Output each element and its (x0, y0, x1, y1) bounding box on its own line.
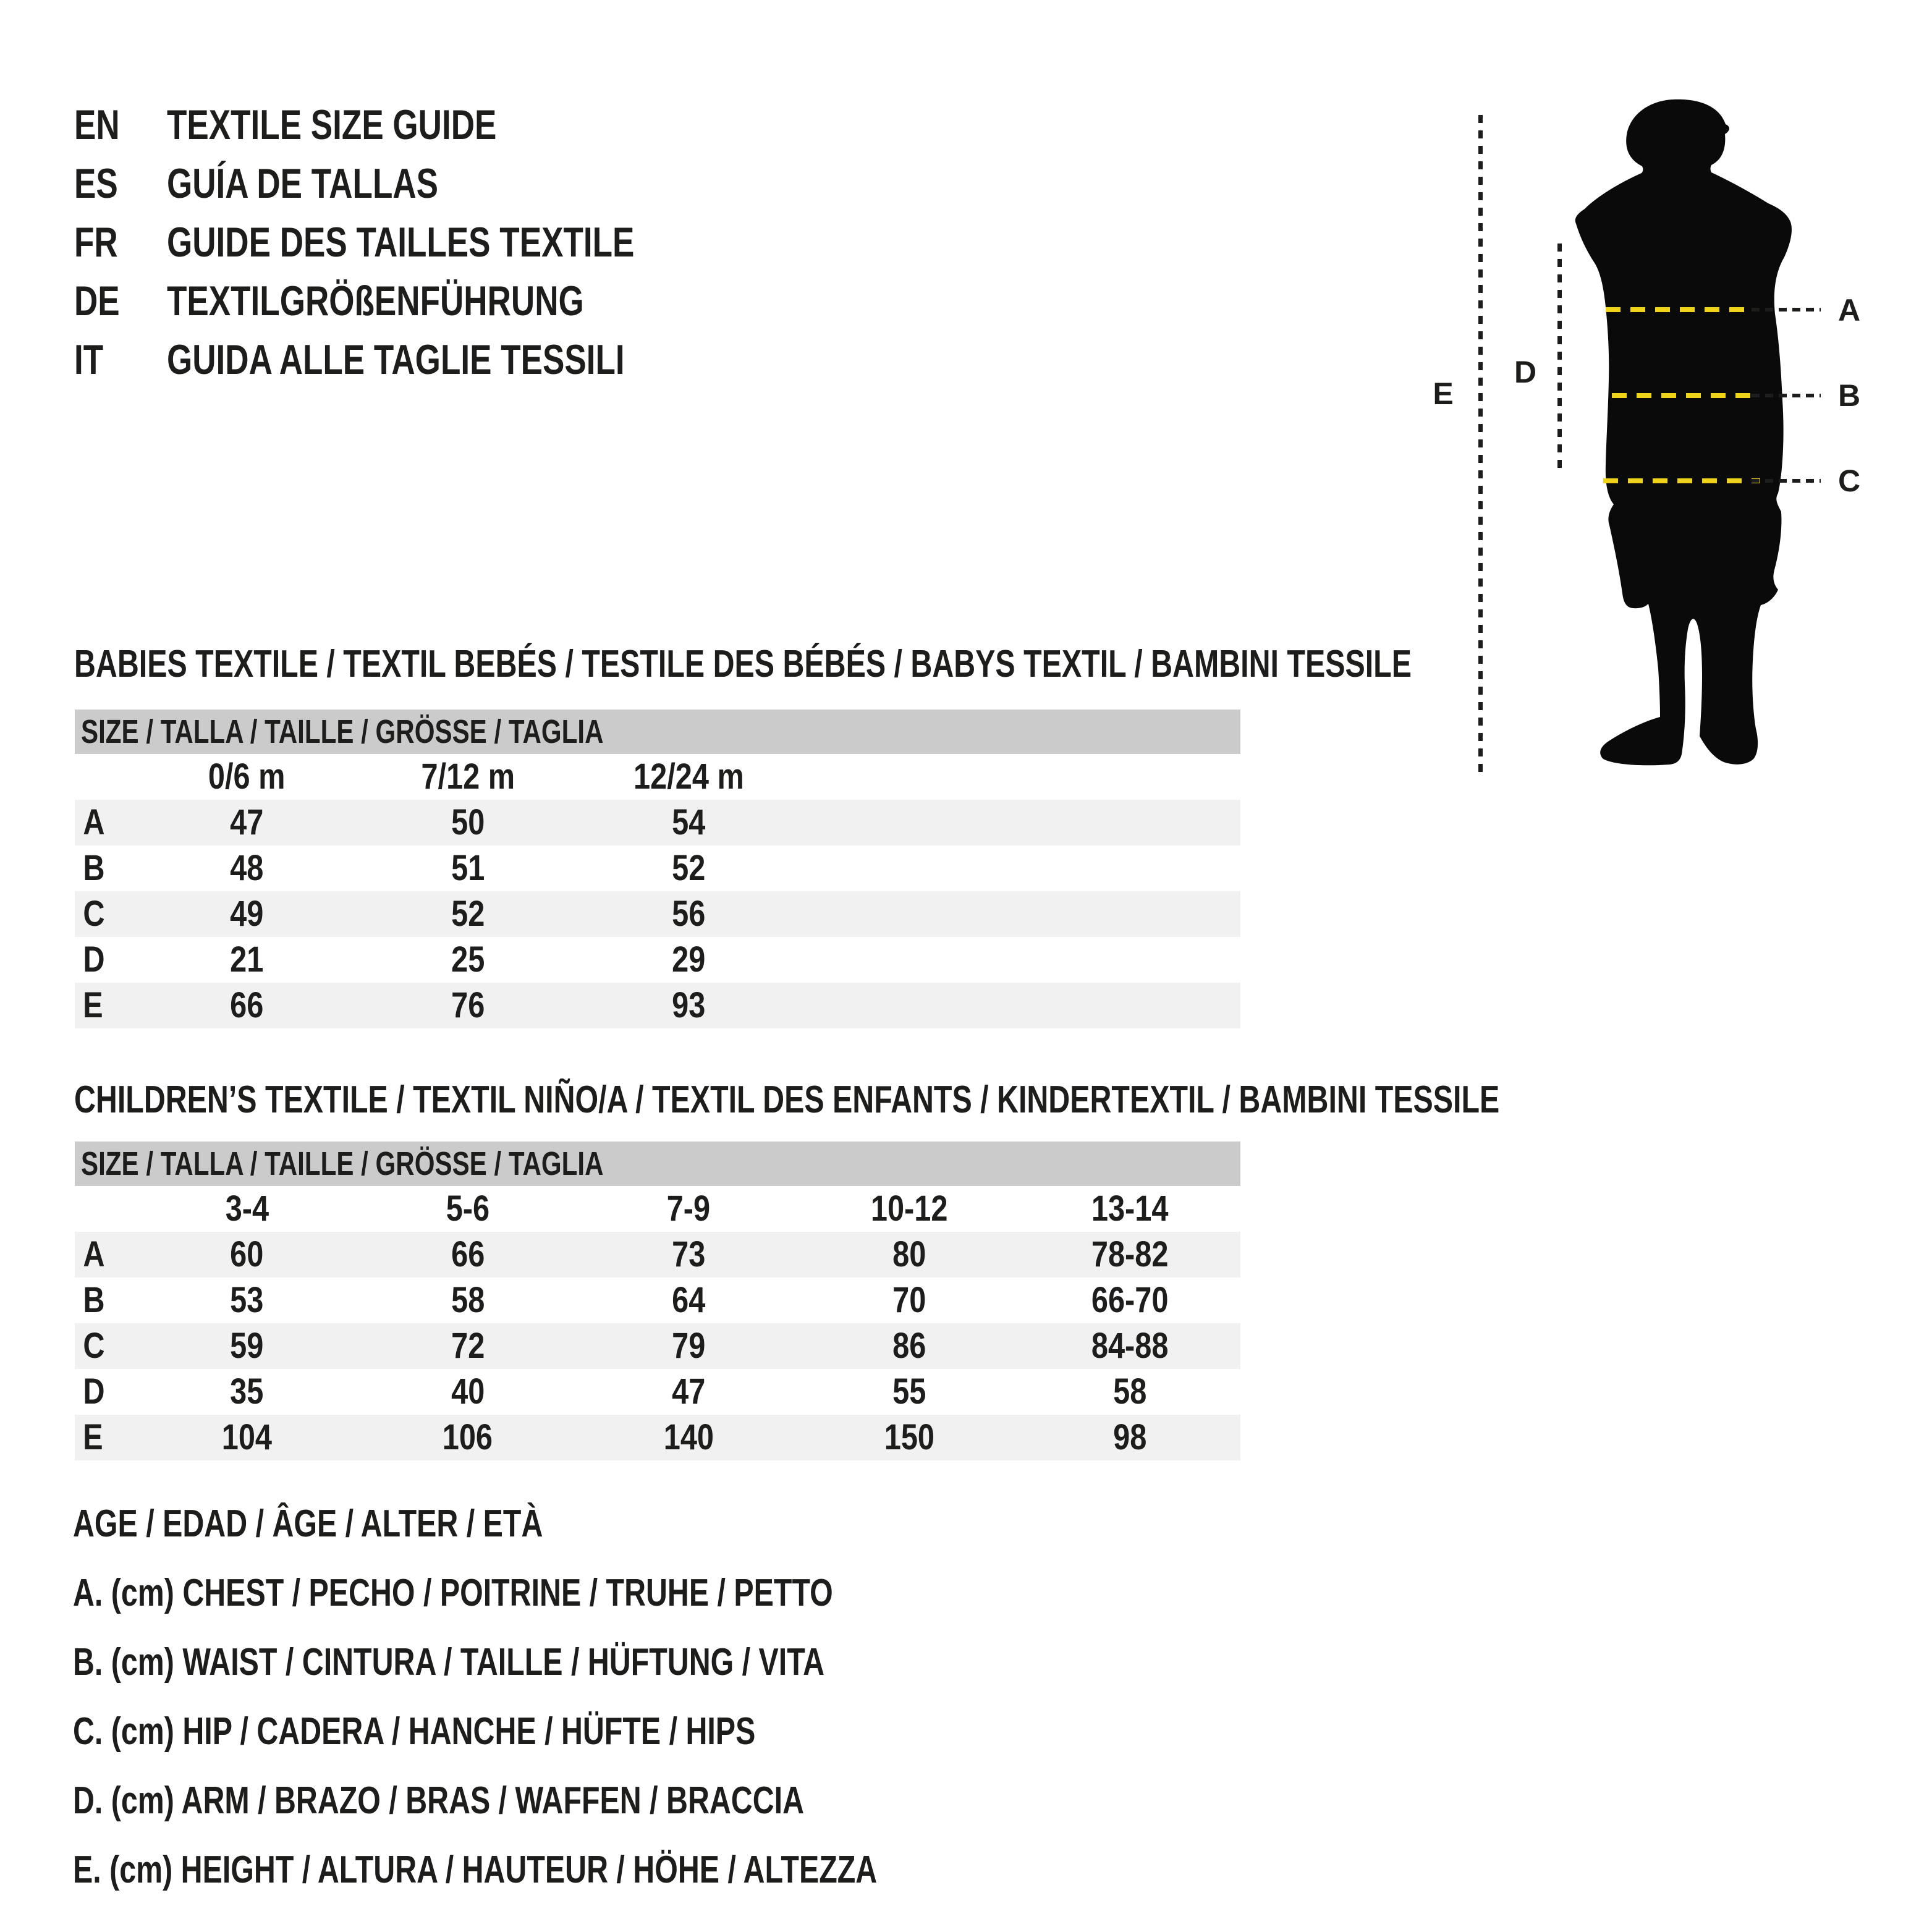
cell-value: 79 (671, 1326, 706, 1366)
language-title: GUIDA ALLE TAGLIE TESSILI (167, 336, 625, 383)
cell-value: 106 (443, 1417, 493, 1457)
cell-value: 93 (671, 985, 706, 1025)
babies-size-table (75, 710, 1240, 1028)
babies-section-title: BABIES TEXTILE / TEXTIL BEBÉS / TESTILE DES BÉBÉS / BABYS TEXTIL / BAMBINI TESSILE (74, 643, 1412, 685)
cell-value: 73 (671, 1234, 706, 1274)
language-code: DE (74, 278, 120, 324)
cell-value: 66 (230, 985, 264, 1025)
table-row (75, 800, 1240, 845)
cell-value: 21 (230, 939, 264, 980)
hip-measure-dash-yellow (1603, 478, 1760, 483)
row-label: E (83, 1417, 103, 1457)
language-code: IT (74, 336, 104, 383)
cell-value: 47 (671, 1371, 706, 1412)
children-column-header-row (75, 1186, 1240, 1232)
hip-measure-dash-black (1752, 479, 1821, 483)
language-title: TEXTILGRÖßENFÜHRUNG (167, 278, 584, 324)
cell-value: 52 (451, 894, 485, 934)
language-row-fr (74, 213, 766, 272)
column-header: 7/12 m (420, 756, 515, 797)
column-header: 5-6 (446, 1188, 489, 1229)
table-row (75, 1277, 1240, 1323)
language-code: EN (74, 101, 120, 148)
size-header-label: SIZE / TALLA / TAILLE / GRÖSSE / TAGLIA (81, 1145, 604, 1182)
language-title: GUIDE DES TAILLES TEXTILE (167, 219, 635, 266)
column-header: 13-14 (1091, 1188, 1169, 1229)
row-label: D (83, 1371, 105, 1412)
cell-value: 76 (451, 985, 485, 1025)
row-label: B (83, 1280, 105, 1320)
cell-value: 35 (230, 1371, 264, 1412)
cell-value: 84-88 (1091, 1326, 1169, 1366)
language-row-it (74, 331, 753, 389)
cell-value: 49 (230, 894, 264, 934)
cell-value: 48 (230, 848, 264, 888)
table-row (75, 1369, 1240, 1415)
row-label: D (83, 939, 105, 980)
row-label: A (83, 1234, 105, 1274)
row-label: A (83, 802, 105, 842)
language-row-de (74, 272, 701, 331)
row-label: C (83, 894, 105, 934)
legend-hip-line: C. (cm) HIP / CADERA / HANCHE / HÜFTE / HIPS (73, 1710, 756, 1753)
cell-value: 104 (221, 1417, 273, 1457)
column-header: 0/6 m (208, 756, 286, 797)
marker-a-label: A (1837, 293, 1861, 328)
table-row (75, 845, 1240, 891)
language-title: GUÍA DE TALLAS (167, 160, 439, 207)
cell-value: 150 (884, 1417, 934, 1457)
legend-waist-line: B. (cm) WAIST / CINTURA / TAILLE / HÜFTUNG / VITA (73, 1641, 825, 1684)
cell-value: 50 (451, 802, 485, 842)
language-code: FR (74, 219, 118, 266)
cell-value: 86 (892, 1326, 926, 1366)
cell-value: 64 (671, 1280, 706, 1320)
row-label: B (83, 848, 105, 888)
cell-value: 60 (230, 1234, 264, 1274)
cell-value: 54 (671, 802, 706, 842)
cell-value: 72 (451, 1326, 485, 1366)
cell-value: 55 (892, 1371, 926, 1412)
table-row (75, 1232, 1240, 1277)
language-title: TEXTILE SIZE GUIDE (167, 101, 497, 148)
size-header-label: SIZE / TALLA / TAILLE / GRÖSSE / TAGLIA (81, 713, 604, 750)
column-header: 12/24 m (633, 756, 744, 797)
table-row (75, 937, 1240, 983)
table-row (75, 1323, 1240, 1369)
language-row-es (74, 155, 515, 213)
table-row (75, 1415, 1240, 1460)
cell-value: 53 (230, 1280, 264, 1320)
cell-value: 78-82 (1091, 1234, 1169, 1274)
language-code: ES (74, 160, 118, 207)
legend-chest-line: A. (cm) CHEST / PECHO / POITRINE / TRUHE / PETTO (73, 1572, 833, 1614)
column-header: 7-9 (666, 1188, 711, 1229)
cell-value: 66 (451, 1234, 485, 1274)
cell-value: 80 (892, 1234, 926, 1274)
babies-column-header-row (75, 754, 1240, 800)
cell-value: 59 (230, 1326, 264, 1366)
cell-value: 66-70 (1091, 1280, 1169, 1320)
legend-arm-line: D. (cm) ARM / BRAZO / BRAS / WAFFEN / BRACCIA (73, 1779, 805, 1822)
marker-b-label: B (1837, 378, 1861, 413)
row-label: E (83, 985, 103, 1025)
cell-value: 52 (671, 848, 706, 888)
marker-d-label: D (1514, 355, 1537, 389)
arm-measure-line-d (1557, 244, 1562, 468)
waist-measure-dash-yellow (1612, 393, 1754, 398)
cell-value: 56 (671, 894, 706, 934)
children-size-table (75, 1142, 1240, 1460)
cell-value: 40 (451, 1371, 485, 1412)
marker-e-label: E (1433, 376, 1454, 411)
cell-value: 58 (1113, 1371, 1147, 1412)
cell-value: 58 (451, 1280, 485, 1320)
children-size-header-bar (75, 1142, 1240, 1186)
cell-value: 70 (892, 1280, 926, 1320)
cell-value: 47 (230, 802, 264, 842)
language-row-en (74, 96, 590, 155)
column-header: 3-4 (225, 1188, 269, 1229)
column-header: 10-12 (870, 1188, 948, 1229)
cell-value: 51 (451, 848, 485, 888)
legend-height-line: E. (cm) HEIGHT / ALTURA / HAUTEUR / HÖHE / ALTEZZA (73, 1849, 878, 1891)
cell-value: 29 (671, 939, 706, 980)
chest-measure-dash-yellow (1606, 307, 1753, 312)
legend-age-line: AGE / EDAD / ÂGE / ALTER / ETÀ (73, 1502, 543, 1545)
babies-size-header-bar (75, 710, 1240, 754)
row-label: C (83, 1326, 105, 1366)
waist-measure-dash-black (1752, 394, 1821, 397)
cell-value: 140 (663, 1417, 714, 1457)
cell-value: 25 (451, 939, 485, 980)
table-row (75, 983, 1240, 1028)
cell-value: 98 (1113, 1417, 1147, 1457)
marker-c-label: C (1837, 464, 1861, 498)
chest-measure-dash-black (1752, 308, 1821, 311)
children-section-title: CHILDREN’S TEXTILE / TEXTIL NIÑO/A / TEXTIL DES ENFANTS / KINDERTEXTIL / BAMBINI TESSILE (74, 1078, 1500, 1121)
table-row (75, 891, 1240, 937)
